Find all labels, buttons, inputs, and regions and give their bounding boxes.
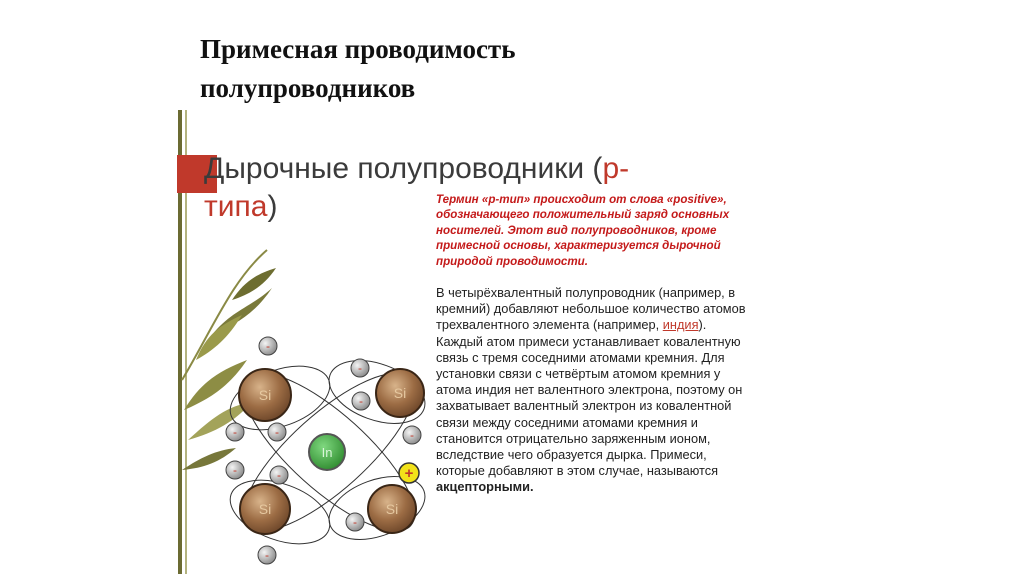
silicon-label: Si <box>258 387 272 403</box>
indium-link[interactable]: индия <box>662 317 699 333</box>
electron <box>352 392 370 410</box>
electron-sign: - <box>265 548 269 562</box>
electron-sign: - <box>233 425 237 439</box>
electron-sign: - <box>266 339 270 353</box>
explanation-paragraph <box>436 285 756 496</box>
explanation-text-1: В четырёхвалентный полупроводник (например, в кремний) добавляют небольшое количество атомов трехвалентного элемента (например, <box>436 285 746 333</box>
hole-marker <box>399 463 419 483</box>
slide-title-line-1: Примесная проводимость <box>200 34 516 64</box>
electron <box>270 466 288 484</box>
electron-sign: - <box>358 361 362 375</box>
slide-title-line-2: полупроводников <box>200 73 416 103</box>
electron <box>268 423 286 441</box>
silicon-label: Si <box>385 501 399 517</box>
explanation-text-2: ). Каждый атом примеси устанавливает ковалентную связь с тремя соседними атомами кремния. Для установки связи с четвёртым атомом кремния у атома индия нет валентного электрона, поэтому он захватывает валентный электрон из ковалентной связи между соседними атомами кремния и становится отрицательно заряженным ионом, вследствие чего образуется дырка. Примеси, которые добавляют в этом случае, называются <box>436 317 743 479</box>
electron <box>346 513 364 531</box>
electron <box>259 337 277 355</box>
p-type-lattice-diagram <box>222 328 437 568</box>
indium-label: In <box>321 445 333 460</box>
electron-sign: - <box>353 515 357 529</box>
silicon-atom <box>376 369 424 417</box>
electron <box>351 359 369 377</box>
silicon-label: Si <box>258 501 272 517</box>
electron-sign: - <box>275 425 279 439</box>
indium-atom <box>309 434 345 470</box>
panel-heading-close: ) <box>267 190 278 223</box>
electron <box>226 461 244 479</box>
silicon-label: Si <box>393 385 407 401</box>
electron-sign: - <box>277 468 281 482</box>
panel-heading-text: Дырочные полупроводники ( <box>204 152 603 185</box>
electron <box>226 423 244 441</box>
silicon-atom <box>239 369 291 421</box>
slide-title <box>200 30 700 108</box>
silicon-atom <box>368 485 416 533</box>
hole-sign: + <box>404 465 414 482</box>
embedded-slide-image <box>172 110 788 574</box>
electron <box>258 546 276 564</box>
electron <box>403 426 421 444</box>
definition-paragraph: Термин «p-тип» происходит от слова «positive», обозначающего положительный заряд основных носителей. Этот вид полупроводников, кроме примесной основы, характеризуется дырочной природой проводимости. <box>436 193 730 268</box>
silicon-atom <box>240 484 290 534</box>
acceptor-term: акцепторными. <box>436 479 534 495</box>
panel-heading-accent: p- <box>602 152 630 185</box>
electron-sign: - <box>359 394 363 408</box>
electron-sign: - <box>410 428 414 442</box>
electron-sign: - <box>233 463 237 477</box>
panel-heading-accent-2: типа <box>204 190 268 223</box>
